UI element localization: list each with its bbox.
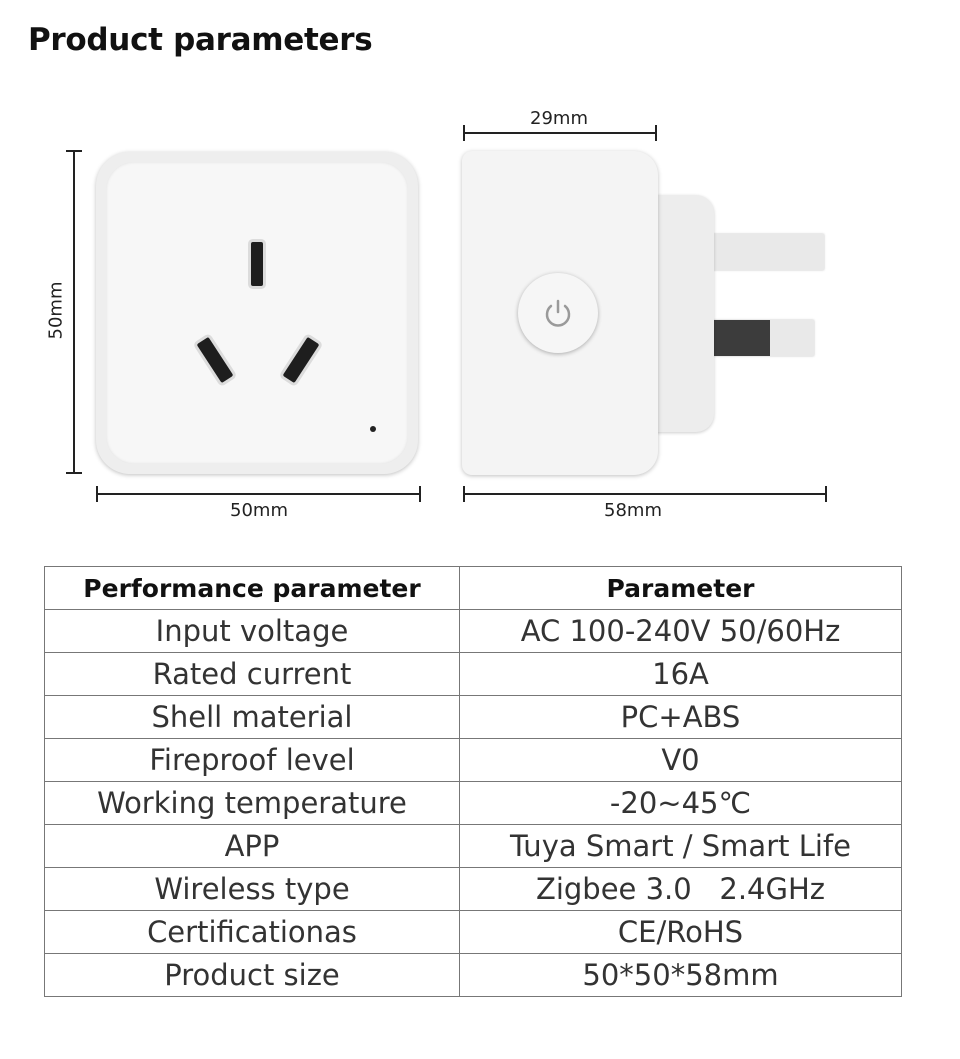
header-parameter: Parameter bbox=[460, 567, 902, 610]
plug-pin-insulation bbox=[712, 320, 770, 356]
total-depth-cap-right bbox=[825, 486, 827, 502]
table-row bbox=[45, 653, 902, 696]
height-dimension-cap-top bbox=[66, 150, 82, 152]
row-label: Shell material bbox=[45, 696, 460, 739]
width-dimension-cap-right bbox=[419, 486, 421, 502]
height-dimension-label: 50mm bbox=[45, 281, 67, 340]
row-label: APP bbox=[45, 825, 460, 868]
spec-table bbox=[44, 566, 902, 997]
plug-pin-top bbox=[712, 234, 824, 270]
table-row bbox=[45, 911, 902, 954]
row-value: AC 100-240V 50/60Hz bbox=[460, 610, 902, 653]
row-value: CE/RoHS bbox=[460, 911, 902, 954]
table-row bbox=[45, 610, 902, 653]
height-dimension-cap-bottom bbox=[66, 472, 82, 474]
row-value: 16A bbox=[460, 653, 902, 696]
row-label: Product size bbox=[45, 954, 460, 997]
row-value: Tuya Smart / Smart Life bbox=[460, 825, 902, 868]
top-depth-cap-left bbox=[463, 125, 465, 141]
row-label: Working temperature bbox=[45, 782, 460, 825]
top-depth-cap-right bbox=[655, 125, 657, 141]
plug-back-housing bbox=[656, 195, 714, 432]
table-row bbox=[45, 868, 902, 911]
height-dimension-line bbox=[73, 150, 75, 474]
power-icon bbox=[540, 295, 576, 331]
row-value: V0 bbox=[460, 739, 902, 782]
total-depth-cap-left bbox=[463, 486, 465, 502]
table-header-row bbox=[45, 567, 902, 610]
top-depth-label: 29mm bbox=[530, 108, 588, 129]
total-depth-line bbox=[463, 493, 827, 495]
socket-slot-top bbox=[251, 242, 263, 286]
top-depth-line bbox=[463, 132, 657, 134]
row-label: Certificationas bbox=[45, 911, 460, 954]
width-dimension-label: 50mm bbox=[230, 500, 288, 521]
row-label: Input voltage bbox=[45, 610, 460, 653]
row-value: 50*50*58mm bbox=[460, 954, 902, 997]
plug-pin-bottom bbox=[712, 320, 814, 356]
front-plug-face bbox=[96, 152, 418, 474]
total-depth-label: 58mm bbox=[604, 500, 662, 521]
width-dimension-cap-left bbox=[96, 486, 98, 502]
table-row bbox=[45, 782, 902, 825]
row-label: Rated current bbox=[45, 653, 460, 696]
table-row bbox=[45, 696, 902, 739]
table-row bbox=[45, 825, 902, 868]
front-plug-panel bbox=[106, 162, 408, 464]
row-label: Wireless type bbox=[45, 868, 460, 911]
power-button bbox=[518, 273, 598, 353]
header-performance-parameter: Performance parameter bbox=[45, 567, 460, 610]
status-led bbox=[370, 426, 376, 432]
row-value: Zigbee 3.0 2.4GHz bbox=[460, 868, 902, 911]
row-label: Fireproof level bbox=[45, 739, 460, 782]
table-row bbox=[45, 954, 902, 997]
table-row bbox=[45, 739, 902, 782]
socket-slot-right bbox=[283, 337, 320, 383]
socket-slot-left bbox=[197, 337, 234, 383]
width-dimension-line bbox=[96, 493, 421, 495]
row-value: -20~45℃ bbox=[460, 782, 902, 825]
page-title: Product parameters bbox=[28, 22, 373, 58]
row-value: PC+ABS bbox=[460, 696, 902, 739]
